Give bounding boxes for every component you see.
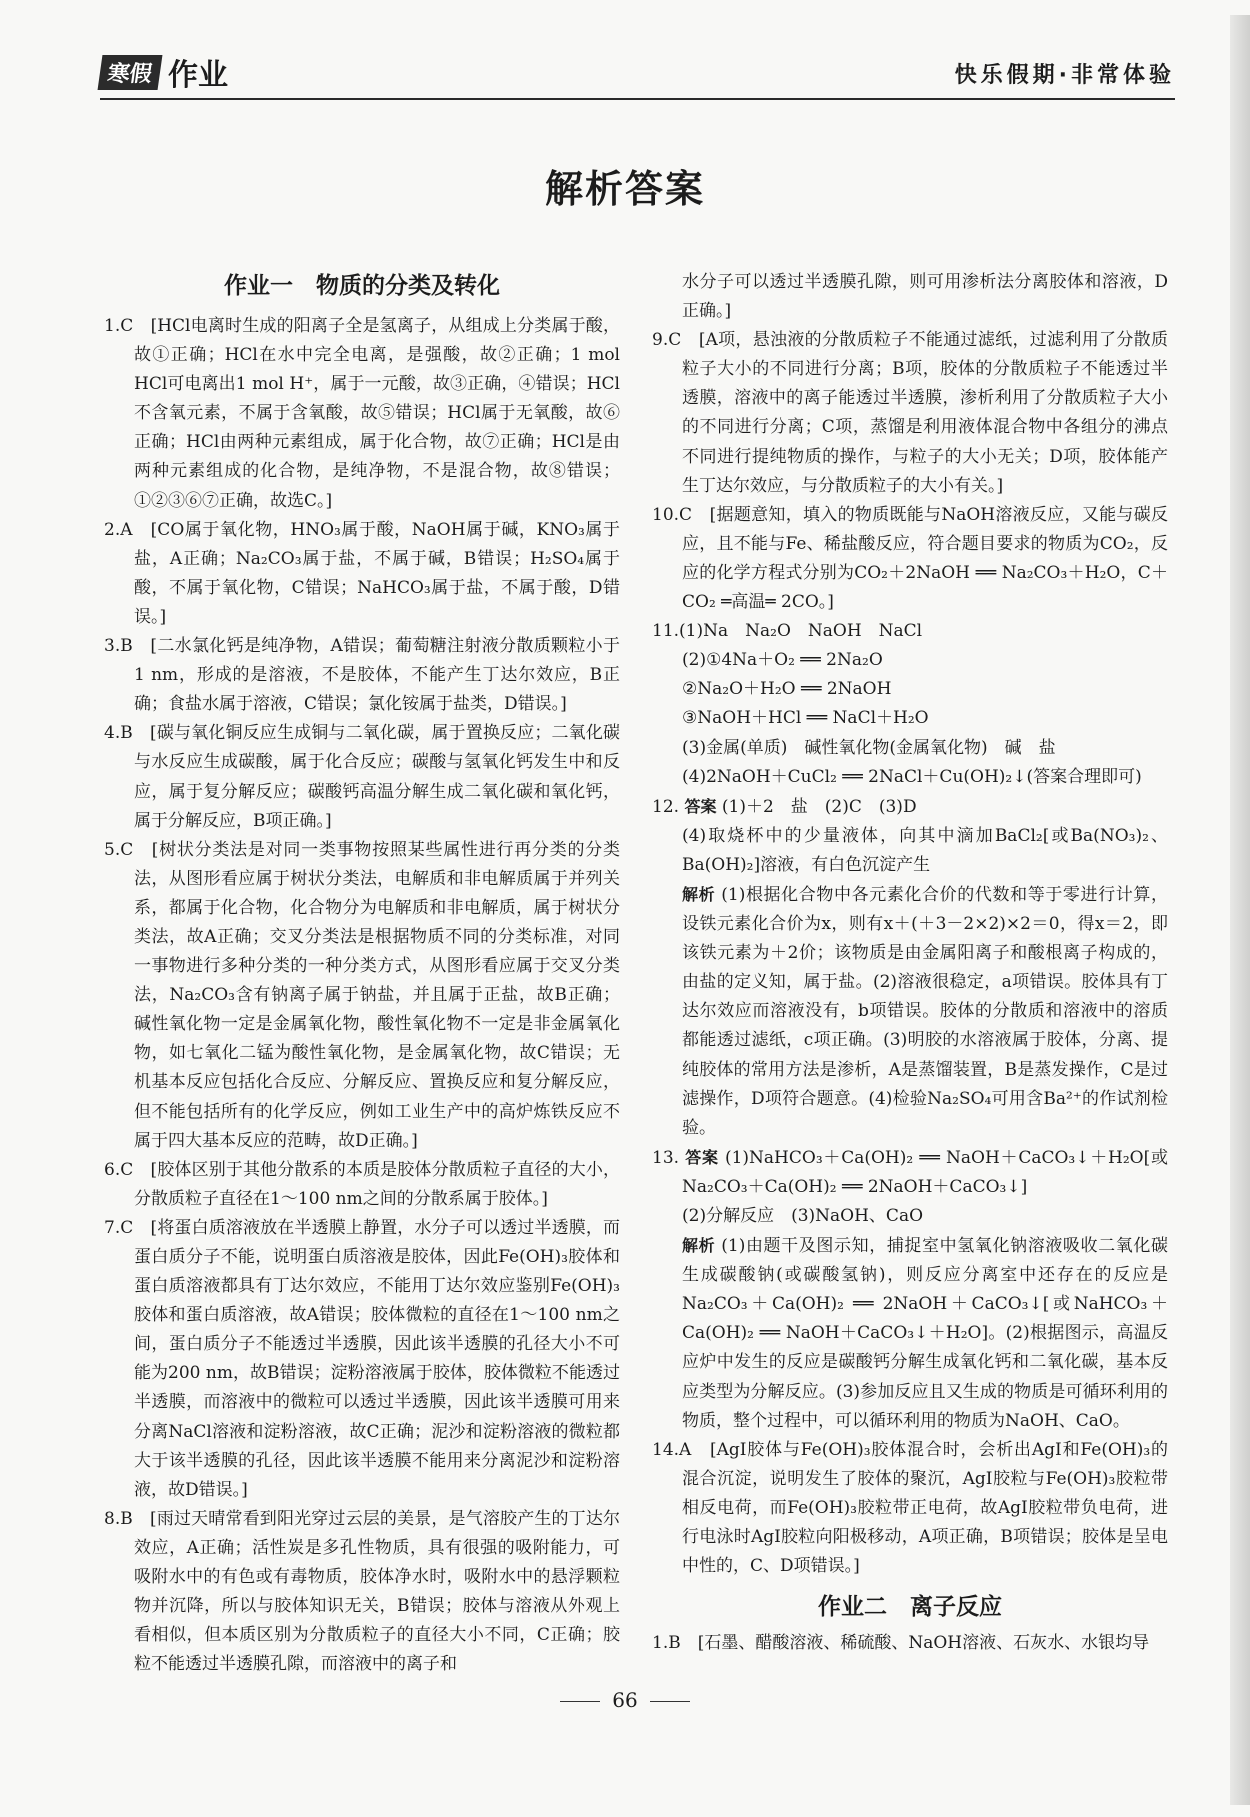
- logo: [100, 52, 228, 92]
- item-number: 13.: [652, 1147, 680, 1168]
- answer-item-9: 9.C [A项，悬浊液的分散质粒子不能通过滤纸，过滤利用了分散质粒子大小的不同进行分离；B项，胶体的分散质粒子不能透过半透膜，溶液中的离子能透过半透膜，渗析利用了分散质粒子大小的不同进行分离；C项，蒸馏是利用液体混合物中各组分的沸点不同进行提纯物质的操作，与粒子的大小无关；D项，胶体能产生丁达尔效应，与分散质粒子的大小有关。]: [652, 330, 1168, 496]
- answer-item-13-line: (2)分解反应 (3)NaOH、CaO: [682, 1206, 924, 1226]
- left-column: [104, 268, 620, 1679]
- answer-item-5: 5.C [树状分类法是对同一类事物按照某些属性进行再分类的分类法，从图形看应属于树状分类法，电解质和非电解质属于并列关系，都属于化合物，化合物分为电解质和非电解质，属于树状分类法，故A正确；交叉分类法是根据物质不同的分类标准，对同一事物进行多种分类的一种分类方式，从图形看应属于交叉分类法，Na₂CO₃含有钠离子属于钠盐，并且属于正盐，故B正确；碱性氧化物一定是金属氧化物，酸性氧化物不一定是非金属氧化物，如七氧化二锰为酸性氧化物，是金属氧化物，故C错误；无机基本反应包括化合反应、分解反应、置换反应和复分解反应，但不能包括所有的化学反应，例如工业生产中的高炉炼铁反应不属于四大基本反应的范畴，故D正确。]: [104, 839, 620, 1151]
- explanation-label: 解析: [682, 1236, 716, 1256]
- explanation-text: (1)由题干及图示知，捕捉室中氢氧化钠溶液吸收二氧化碳生成碳酸钠(或碳酸氢钠)，则反应分离室中还存在的反应是Na₂CO₃＋Ca(OH)₂ ══ 2NaOH＋CaCO₃↓[或NaHCO₃＋Ca(OH)₂ ══ NaOH＋CaCO₃↓＋H₂O]。(2)根据图示，高温反应炉中发生的反应是碳酸钙分解生成氧化钙和二氧化碳，基本反应类型为分解反应。(3)参加反应且又生成的物质是可循环利用的物质，整个过程中，可以循环利用的物质为NaOH、CaO。: [682, 1236, 1168, 1431]
- answer-text: (1)＋2 盐 (2)C (3)D: [721, 796, 917, 817]
- answer-item-8-continued: 水分子可以透过半透膜孔隙，则可用渗析法分离胶体和溶液，D正确。]: [682, 272, 1168, 322]
- answer-item-11-line: (2)①4Na＋O₂ ══ 2Na₂O: [682, 650, 883, 671]
- page-title: 解析答案: [544, 166, 705, 211]
- explanation-text: (1)根据化合物中各元素化合价的代数和等于零进行计算，设铁元素化合价为x，则有x＋(＋3－2×2)×2＝0，得x＝2，即该铁元素为＋2价；该物质是由金属阳离子和酸根离子构成的，由盐的定义知，属于盐。(2)溶液很稳定，a项错误。胶体具有丁达尔效应而溶液没有，b项错误。胶体的分散质和溶液中的溶质都能透过滤纸，c项正确。(3)明胶的水溶液属于胶体，分离、提纯胶体的常用方法是渗析，A是蒸馏装置，B是蒸发操作，C是过滤操作，D项符合题意。(4)检验Na₂SO₄可用含Ba²⁺的作试剂检验。: [682, 884, 1168, 1138]
- answer-item-11: 11.(1)Na Na₂O NaOH NaCl: [652, 621, 923, 642]
- answer-item-1: 1.C [HCl电离时生成的阳离子全是氢离子，从组成上分类属于酸，故①正确；HCl在水中完全电离，是强酸，故②正确；1 mol HCl可电离出1 mol H⁺，属于一元酸，故③正确，④错误；HCl不含氧元素，不属于含氧酸，故⑤错误；HCl属于无氧酸，故⑥正确；HCl由两种元素组成，属于化合物，故⑦正确；HCl是由两种元素组成的化合物，是纯净物，不是混合物，故⑧错误；①②③⑥⑦正确，故选C。]: [104, 316, 620, 511]
- page-header: [100, 48, 1175, 100]
- answer-item-12: [652, 792, 1168, 822]
- answer-item-4: 4.B [碳与氧化铜反应生成铜与二氧化碳，属于置换反应；二氧化碳与水反应生成碳酸，属于化合反应；碳酸与氢氧化钙发生中和反应，属于复分解反应；碳酸钙高温分解生成二氧化碳和氧化钙，属于分解反应，B项正确。]: [104, 723, 620, 831]
- page-edge-shadow: [1230, 15, 1250, 1805]
- answer-item-2: 2.A [CO属于氧化物，HNO₃属于酸，NaOH属于碱，KNO₃属于盐，A正确；Na₂CO₃属于盐，不属于碱，B错误；H₂SO₄属于酸，不属于氧化物，C错误；NaHCO₃属于盐，不属于酸，D错误。]: [104, 519, 620, 627]
- answer-item-10: 10.C [据题意知，填入的物质既能与NaOH溶液反应，又能与碳反应，且不能与Fe、稀盐酸反应，符合题目要求的物质为CO₂，反应的化学方程式分别为CO₂＋2NaOH ══ Na₂CO₃＋H₂O，C＋CO₂ ═高温═ 2CO。]: [652, 504, 1168, 613]
- logo-badge: 寒假: [98, 55, 163, 90]
- answer-item-6: 6.C [胶体区别于其他分散系的本质是胶体分散质粒子直径的大小，分散质粒子直径在1～100 nm之间的分散系属于胶体。]: [104, 1159, 620, 1209]
- right-column: [652, 268, 1168, 1658]
- answer-label: 答案: [685, 1147, 719, 1167]
- answer-item-13: [652, 1143, 1168, 1202]
- answer-item-s2-1: 1.B [石墨、醋酸溶液、稀硫酸、NaOH溶液、石灰水、水银均导: [652, 1633, 1150, 1654]
- answer-item-12-explanation: [652, 880, 1168, 1143]
- page-number: [0, 1688, 1250, 1712]
- section-title: 作业二 离子反应: [818, 1593, 1002, 1621]
- header-slogan: 快乐假期·非常体验: [954, 63, 1175, 88]
- answer-item-11-line: ③NaOH＋HCl ══ NaCl＋H₂O: [682, 708, 929, 729]
- answer-item-14: 14.A [AgI胶体与Fe(OH)₃胶体混合时，会析出AgI和Fe(OH)₃的混合沉淀，说明发生了胶体的聚沉，AgI胶粒与Fe(OH)₃胶粒带相反电荷，而Fe(OH)₃胶粒带正电荷，故AgI胶粒带负电荷，进行电泳时AgI胶粒向阳极移动，A项正确，B项错误；胶体是呈电中性的，C、D项错误。]: [652, 1439, 1168, 1577]
- answer-item-12-line: (4)取烧杯中的少量液体，向其中滴加BaCl₂[或Ba(NO₃)₂、Ba(OH)₂]溶液，有白色沉淀产生: [682, 825, 1168, 875]
- item-number: 12.: [652, 796, 680, 817]
- explanation-label: 解析: [682, 884, 716, 904]
- answer-item-8: 8.B [雨过天晴常看到阳光穿过云层的美景，是气溶胶产生的丁达尔效应，A正确；活性炭是多孔性物质，具有很强的吸附能力，可吸附水中的有色或有毒物质，胶体净水时，吸附水中的悬浮颗粒物并沉降，所以与胶体知识无关，B错误；胶体与溶液从外观上看相似，但本质区别为分散质粒子的直径大小不同，C正确；胶粒不能透过半透膜孔隙，而溶液中的离子和: [104, 1508, 620, 1675]
- answer-item-7: 7.C [将蛋白质溶液放在半透膜上静置，水分子可以透过半透膜，而蛋白质分子不能，说明蛋白质溶液是胶体，因此Fe(OH)₃胶体和蛋白质溶液都具有丁达尔效应，不能用丁达尔效应鉴别Fe(OH)₃胶体和蛋白质溶液，故A错误；胶体微粒的直径在1～100 nm之间，蛋白质分子不能透过半透膜，因此该半透膜的孔径大小不可能为200 nm，故B错误；淀粉溶液属于胶体，胶体微粒不能透过半透膜，而溶液中的微粒可以透过半透膜，因此该半透膜可用来分离NaCl溶液和淀粉溶液，故C正确；泥沙和淀粉溶液的微粒都大于该半透膜的孔径，因此该半透膜不能用来分离泥沙和淀粉溶液，故D错误。]: [104, 1217, 620, 1500]
- answer-item-3: 3.B [二水氯化钙是纯净物，A错误；葡萄糖注射液分散质颗粒小于1 nm，形成的是溶液，不是胶体，不能产生丁达尔效应，B正确；食盐水属于溶液，C错误；氯化铵属于盐类，D错误。]: [104, 636, 620, 715]
- answer-text: (1)NaHCO₃＋Ca(OH)₂ ══ NaOH＋CaCO₃↓＋H₂O[或Na₂CO₃＋Ca(OH)₂ ══ 2NaOH＋CaCO₃↓]: [682, 1147, 1168, 1197]
- logo-text: 作业: [168, 58, 229, 93]
- answer-item-11-line: ②Na₂O＋H₂O ══ 2NaOH: [682, 679, 892, 700]
- section-title: 作业一 物质的分类及转化: [224, 272, 500, 299]
- answer-item-11-line: (3)金属(单质) 碱性氧化物(金属氧化物) 碱 盐: [682, 737, 1056, 758]
- page-number-text: 66: [612, 1688, 638, 1712]
- answer-item-13-explanation: [652, 1231, 1168, 1436]
- answer-label: 答案: [684, 796, 717, 816]
- answer-item-11-line: (4)2NaOH＋CuCl₂ ══ 2NaCl＋Cu(OH)₂↓(答案合理即可): [682, 766, 1142, 787]
